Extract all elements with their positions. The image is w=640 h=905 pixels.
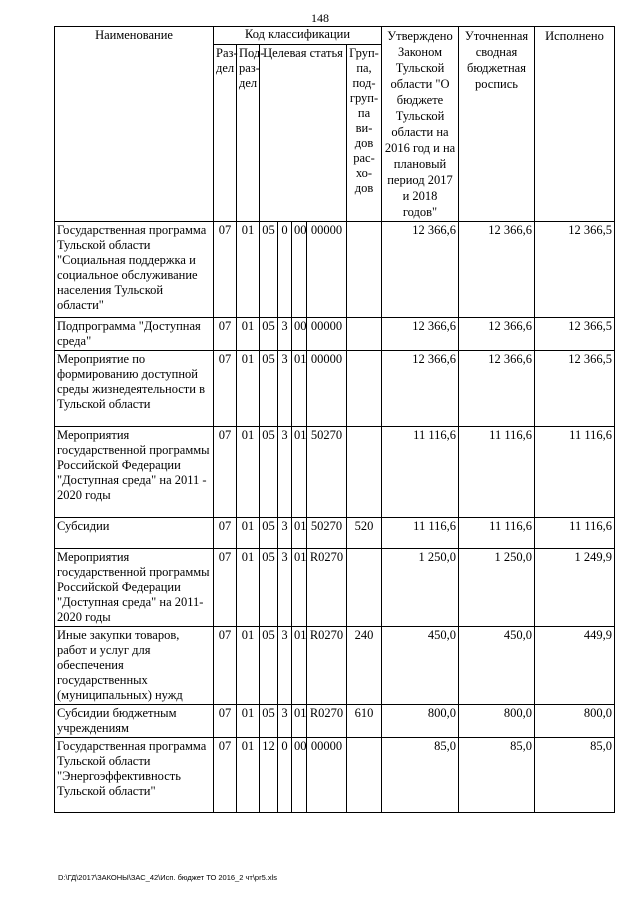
row-target-subprogram: 3 — [278, 351, 292, 427]
row-target-subprogram: 3 — [278, 705, 292, 738]
row-approved: 800,0 — [382, 705, 459, 738]
row-podrazdel: 01 — [237, 705, 260, 738]
row-razdel: 07 — [214, 318, 237, 351]
row-refined: 12 366,6 — [459, 351, 535, 427]
row-podrazdel: 01 — [237, 351, 260, 427]
row-executed: 11 116,6 — [535, 427, 615, 518]
row-group — [347, 549, 382, 627]
row-executed: 12 366,5 — [535, 351, 615, 427]
row-group — [347, 738, 382, 813]
row-target-event: 01 — [292, 427, 307, 518]
row-target-event: 01 — [292, 351, 307, 427]
row-approved: 11 116,6 — [382, 427, 459, 518]
table-row — [55, 549, 615, 627]
row-podrazdel: 01 — [237, 627, 260, 705]
row-executed: 449,9 — [535, 627, 615, 705]
row-approved: 85,0 — [382, 738, 459, 813]
row-target-event: 01 — [292, 627, 307, 705]
row-podrazdel: 01 — [237, 318, 260, 351]
row-refined: 1 250,0 — [459, 549, 535, 627]
row-podrazdel: 01 — [237, 222, 260, 318]
row-target-direction: R0270 — [307, 549, 347, 627]
row-target-event: 00 — [292, 318, 307, 351]
row-target-direction: 50270 — [307, 518, 347, 549]
header-executed: Исполнено — [535, 27, 615, 222]
row-podrazdel: 01 — [237, 427, 260, 518]
row-name: Субсидии — [55, 518, 214, 549]
header-target-article: Целевая статья — [260, 45, 347, 222]
row-group: 240 — [347, 627, 382, 705]
row-executed: 12 366,5 — [535, 222, 615, 318]
header-group: Груп-па, под-груп-па ви-дов рас-хо-дов — [347, 45, 382, 222]
row-target-event: 01 — [292, 549, 307, 627]
row-group: 610 — [347, 705, 382, 738]
row-razdel: 07 — [214, 627, 237, 705]
row-target-program: 05 — [260, 318, 278, 351]
table-row — [55, 518, 615, 549]
row-group: 520 — [347, 518, 382, 549]
row-name: Мероприятия государственной программы Российской Федерации "Доступная среда" на 2011 - 2020 годы — [55, 427, 214, 518]
row-approved: 12 366,6 — [382, 351, 459, 427]
row-razdel: 07 — [214, 738, 237, 813]
row-target-subprogram: 0 — [278, 738, 292, 813]
row-refined: 450,0 — [459, 627, 535, 705]
row-target-subprogram: 3 — [278, 318, 292, 351]
file-path-footer: D:\ГД\2017\ЗАКОНЫ\ЗАС_42\Исп. бюджет ТО 2016_2 чт\pr5.xls — [58, 873, 277, 882]
row-group — [347, 222, 382, 318]
row-target-event: 01 — [292, 705, 307, 738]
header-approved: Утверждено Законом Тульской области "О бюджете Тульской области на 2016 год и на плановый период 2017 и 2018 годов" — [382, 27, 459, 222]
row-target-program: 12 — [260, 738, 278, 813]
table-row — [55, 427, 615, 518]
row-target-subprogram: 3 — [278, 627, 292, 705]
row-refined: 12 366,6 — [459, 222, 535, 318]
row-target-program: 05 — [260, 222, 278, 318]
row-razdel: 07 — [214, 549, 237, 627]
row-group — [347, 427, 382, 518]
row-target-event: 00 — [292, 738, 307, 813]
row-refined: 85,0 — [459, 738, 535, 813]
table-header-row — [55, 27, 615, 45]
row-group — [347, 318, 382, 351]
row-target-direction: 00000 — [307, 351, 347, 427]
row-approved: 12 366,6 — [382, 222, 459, 318]
table-row — [55, 318, 615, 351]
row-target-program: 05 — [260, 549, 278, 627]
row-executed: 800,0 — [535, 705, 615, 738]
row-group — [347, 351, 382, 427]
row-podrazdel: 01 — [237, 549, 260, 627]
row-razdel: 07 — [214, 351, 237, 427]
row-approved: 450,0 — [382, 627, 459, 705]
row-target-program: 05 — [260, 705, 278, 738]
row-target-subprogram: 3 — [278, 427, 292, 518]
row-target-program: 05 — [260, 518, 278, 549]
row-target-subprogram: 3 — [278, 518, 292, 549]
row-target-subprogram: 3 — [278, 549, 292, 627]
row-name: Государственная программа Тульской области "Социальная поддержка и социальное обслуживание населения Тульской области" — [55, 222, 214, 318]
table-row — [55, 222, 615, 318]
row-target-subprogram: 0 — [278, 222, 292, 318]
row-target-direction: 00000 — [307, 738, 347, 813]
row-target-direction: 50270 — [307, 427, 347, 518]
header-refined: Уточненная сводная бюджетная роспись — [459, 27, 535, 222]
row-target-event: 01 — [292, 518, 307, 549]
row-approved: 12 366,6 — [382, 318, 459, 351]
row-name: Подпрограмма "Доступная среда" — [55, 318, 214, 351]
table-row — [55, 351, 615, 427]
budget-table — [54, 26, 615, 813]
row-executed: 85,0 — [535, 738, 615, 813]
row-name: Мероприятия государственной программы Российской Федерации "Доступная среда" на 2011-2020 годы — [55, 549, 214, 627]
row-refined: 11 116,6 — [459, 518, 535, 549]
table-row — [55, 627, 615, 705]
row-executed: 1 249,9 — [535, 549, 615, 627]
row-name: Субсидии бюджетным учреждениям — [55, 705, 214, 738]
row-razdel: 07 — [214, 705, 237, 738]
header-razdel: Раз-дел — [214, 45, 237, 222]
page-number: 148 — [311, 11, 329, 25]
table-row — [55, 705, 615, 738]
header-name: Наименование — [55, 27, 214, 222]
row-name: Иные закупки товаров, работ и услуг для обеспечения государственных (муниципальных) нужд — [55, 627, 214, 705]
row-executed: 12 366,5 — [535, 318, 615, 351]
row-approved: 1 250,0 — [382, 549, 459, 627]
row-razdel: 07 — [214, 427, 237, 518]
row-target-direction: 00000 — [307, 222, 347, 318]
header-code-group: Код классификации — [214, 27, 382, 45]
row-target-program: 05 — [260, 351, 278, 427]
row-executed: 11 116,6 — [535, 518, 615, 549]
row-name: Мероприятие по формированию доступной среды жизнедеятельности в Тульской области — [55, 351, 214, 427]
row-refined: 11 116,6 — [459, 427, 535, 518]
row-target-direction: 00000 — [307, 318, 347, 351]
row-target-event: 00 — [292, 222, 307, 318]
row-target-direction: R0270 — [307, 705, 347, 738]
row-target-program: 05 — [260, 427, 278, 518]
row-approved: 11 116,6 — [382, 518, 459, 549]
row-podrazdel: 01 — [237, 738, 260, 813]
row-name: Государственная программа Тульской области "Энергоэффективность Тульской области" — [55, 738, 214, 813]
row-refined: 12 366,6 — [459, 318, 535, 351]
row-refined: 800,0 — [459, 705, 535, 738]
row-razdel: 07 — [214, 222, 237, 318]
table-row — [55, 738, 615, 813]
row-razdel: 07 — [214, 518, 237, 549]
header-podrazdel: Под-раз-дел — [237, 45, 260, 222]
row-target-program: 05 — [260, 627, 278, 705]
row-podrazdel: 01 — [237, 518, 260, 549]
row-target-direction: R0270 — [307, 627, 347, 705]
